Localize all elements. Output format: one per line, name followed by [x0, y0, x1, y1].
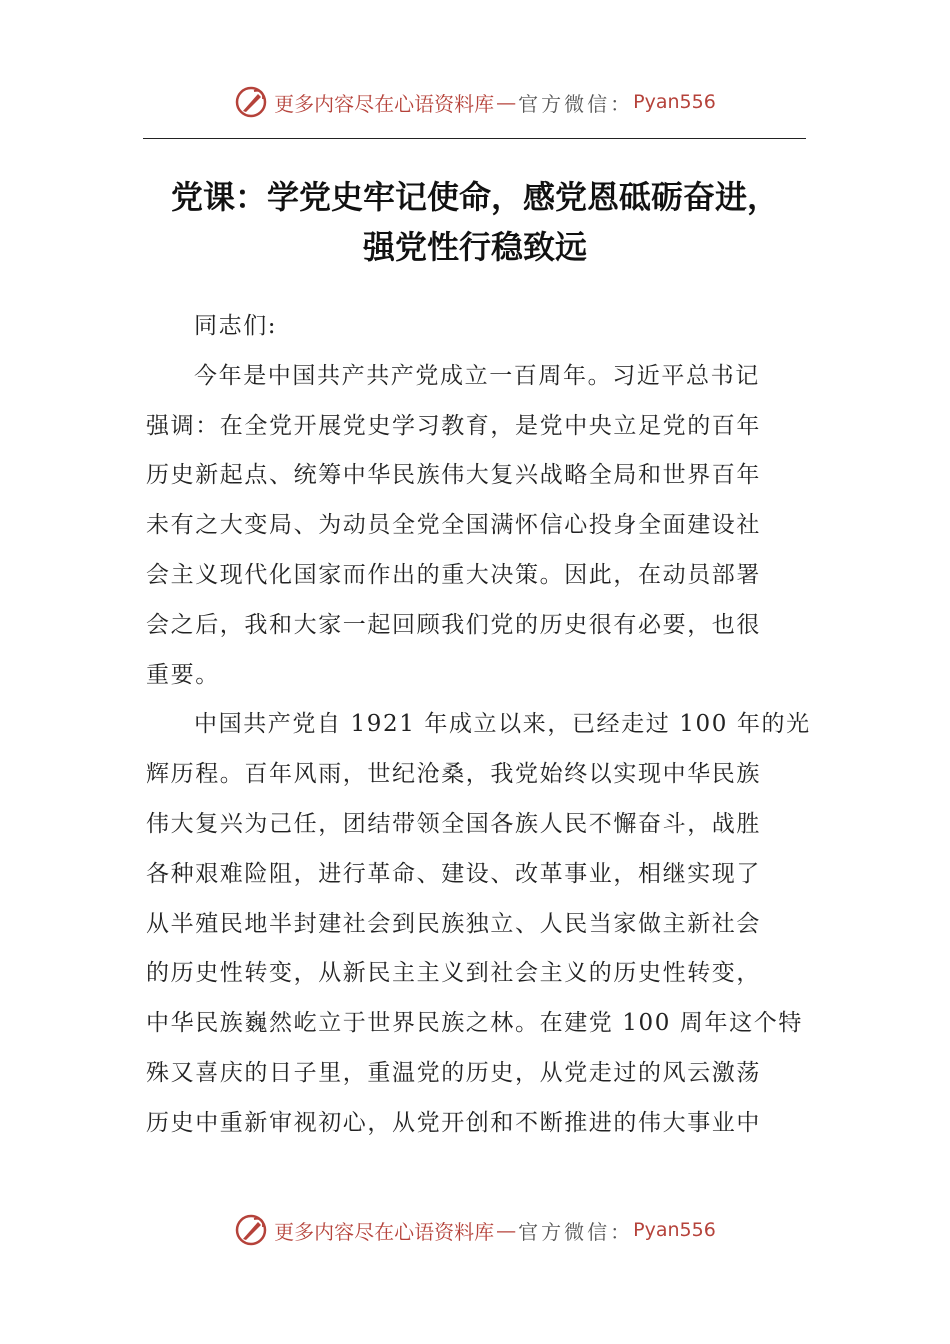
- body-line: 中华民族巍然屹立于世界民族之林。在建党 100 周年这个特: [146, 1010, 803, 1037]
- body-line: 会之后，我和大家一起回顾我们党的历史很有必要，也很: [146, 611, 761, 638]
- quill-logo-icon: [234, 1213, 268, 1247]
- body-line: 强调：在全党开展党史学习教育，是党中央立足党的百年: [146, 412, 761, 439]
- body-line: 辉历程。百年风雨，世纪沧桑，我党始终以实现中华民族: [146, 761, 761, 788]
- body-line: 历史中重新审视初心，从党开创和不断推进的伟大事业中: [146, 1109, 761, 1136]
- banner-wechat-id: Pyan556: [633, 91, 716, 113]
- body-line: 今年是中国共产共产党成立一百周年。习近平总书记: [194, 362, 760, 389]
- banner-wechat-label: 官方微信：: [518, 1219, 634, 1244]
- body-line: 重要。: [146, 661, 220, 688]
- header-banner: [0, 84, 950, 120]
- title-line-2: 强党性行稳致远: [362, 228, 587, 266]
- body-line: 未有之大变局、为动员全党全国满怀信心投身全面建设社: [146, 512, 761, 539]
- body-line: 中国共产党自 1921 年成立以来，已经走过 100 年的光: [194, 711, 811, 738]
- body-line: 殊又喜庆的日子里，重温党的历史，从党走过的风云激荡: [146, 1059, 761, 1086]
- body-line: 伟大复兴为己任，团结带领全国各族人民不懈奋斗，战胜: [146, 810, 761, 837]
- quill-logo-icon: [234, 85, 268, 119]
- document-title: [100, 172, 850, 272]
- salutation: 同志们:: [194, 313, 278, 339]
- banner-main-text: 更多内容尽在心语资料库: [274, 1219, 495, 1244]
- body-line: 的历史性转变，从新民主主义到社会主义的历史性转变，: [146, 960, 761, 987]
- banner-wechat-label: 官方微信：: [518, 91, 634, 116]
- title-line-1: 党课：学党史牢记使命，感党恩砥砺奋进，: [170, 178, 779, 216]
- body-line: 各种艰难险阻，进行革命、建设、改革事业，相继实现了: [146, 860, 761, 887]
- banner-main-text: 更多内容尽在心语资料库: [274, 91, 495, 116]
- banner-wechat-id: Pyan556: [633, 1219, 716, 1241]
- document-body: [146, 302, 811, 1149]
- header-divider: [143, 138, 806, 139]
- body-line: 从半殖民地半封建社会到民族独立、人民当家做主新社会: [146, 910, 761, 937]
- body-line: 会主义现代化国家而作出的重大决策。因此，在动员部署: [146, 561, 761, 588]
- banner-separator: —: [496, 1218, 517, 1242]
- footer-banner: [0, 1212, 950, 1248]
- banner-separator: —: [496, 90, 517, 114]
- body-line: 历史新起点、统筹中华民族伟大复兴战略全局和世界百年: [146, 462, 761, 489]
